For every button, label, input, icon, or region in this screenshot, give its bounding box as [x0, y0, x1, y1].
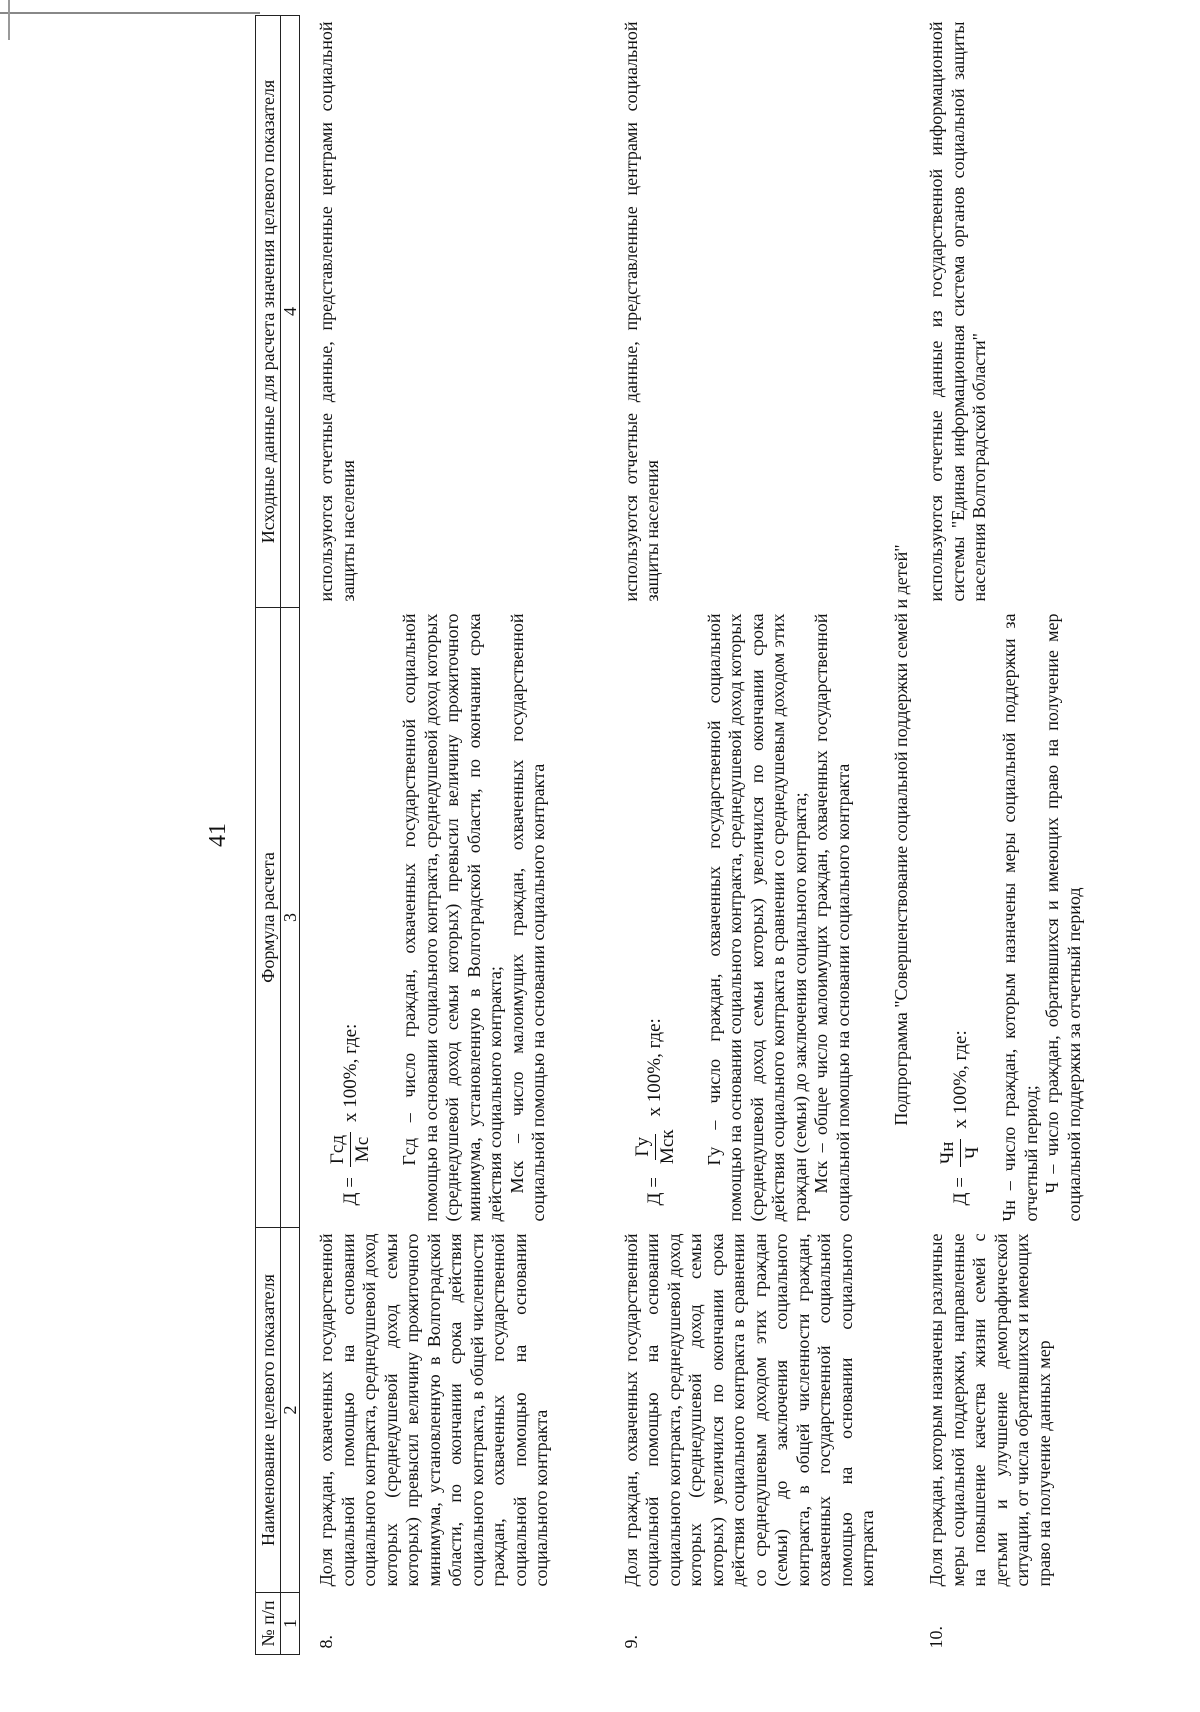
formula-note: Гсд – число граждан, охваченных государственной социальной помощью на основании социального контракта, среднедушевой доход которых (среднедушевой доход семьи которых) превысил величину прожиточного минимума, установленную в Волгоградской области, по окончании срока действия социального контракта;: [399, 613, 505, 1222]
formula: [936, 614, 985, 1206]
formula-note: Мск – общее число малоимущих граждан, охваченных государственной социальной помощью на основании социального контракта: [811, 613, 853, 1222]
formula-cell: [924, 608, 1087, 1228]
formula-rhs: х 100%, где:: [949, 1030, 971, 1129]
table-row: [924, 16, 1087, 1655]
fraction-numerator: Чн: [936, 1139, 961, 1168]
row-number: 10.: [926, 1626, 946, 1649]
formula-lhs: Д =: [644, 1177, 666, 1206]
formula-cell: [619, 608, 881, 1228]
fraction-denominator: Мс: [352, 1136, 373, 1163]
source-data: используются отчетные данные из государственной информационной системы "Единая информационная система органов социальной защиты населения Волгоградской области": [926, 21, 989, 602]
formula-note: Гу – число граждан, охваченных государственной социальной помощью на основании социального контракта, среднедушевой доход которых (среднедушевой доход семьи которых) увеличился по окончании срока действия социального контракта в сравнении со среднедушевым доходом этих граждан (семьи) до заключения социального контракта;: [703, 613, 810, 1222]
formula-note: Ч – число граждан, обратившихся и имеющих право на получение мер социальной поддержки за отчетный период: [1042, 613, 1084, 1222]
row-number: 9.: [620, 1635, 641, 1649]
fraction-numerator: Гсд: [326, 1132, 351, 1167]
header-source: Исходные данные для расчета значения целевого показателя: [256, 16, 281, 608]
header-formula: Формула расчета: [256, 608, 281, 1228]
formula: [631, 614, 680, 1206]
fraction: [936, 1139, 985, 1168]
source-data: используются отчетные данные, представленные центрами социальной защиты населения: [316, 21, 358, 602]
rotated-page: [160, 15, 1200, 1655]
scan-edge-mark: [8, 0, 10, 40]
formula-note: Мск – число малоимущих граждан, охваченных государственной социальной помощью на основании социального контракта: [506, 613, 548, 1222]
fraction: [631, 1127, 680, 1168]
indicator-name: Доля граждан, которым назначены различные меры социальной поддержки, направленные на повышение качества жизни семей с детьми и улучшение демографической ситуации, от числа обратившихся и имеющих право на получение данных мер: [926, 1233, 1054, 1587]
fraction: [326, 1132, 375, 1167]
page-number: 41: [205, 823, 231, 847]
formula-note: Чн – число граждан, которым назначены меры социальной поддержки за отчетный период;: [999, 613, 1041, 1222]
row-number: 8.: [316, 1635, 336, 1649]
column-number: 1: [281, 1593, 300, 1655]
source-data: используются отчетные данные, представленные центрами социальной защиты населения: [620, 21, 662, 602]
subprogram-row: [881, 16, 925, 1655]
fraction-denominator: Ч: [962, 1146, 983, 1159]
header-name: Наименование целевого показателя: [256, 1228, 281, 1593]
formula-lhs: Д =: [949, 1177, 971, 1206]
table-header-row: [256, 16, 281, 1655]
header-num: № п/п: [256, 1593, 281, 1655]
formula-lhs: Д =: [339, 1177, 361, 1206]
column-number: 4: [281, 16, 300, 608]
formula-cell: [314, 608, 555, 1228]
subprogram-title: Подпрограмма "Совершенствование социальной поддержки семей и детей": [890, 544, 911, 1126]
formula-rhs: х 100%, где:: [644, 1018, 666, 1117]
formula: [326, 614, 375, 1206]
column-number-row: [281, 16, 300, 1655]
table-row: [619, 16, 881, 1655]
scan-edge-mark: [0, 12, 260, 14]
indicator-name: Доля граждан, охваченных государственной социальной помощью на основании социального контракта, среднедушевой доход которых (среднедушевой доход семьи которых) превысил величину прожиточного минимума, установленную в Волгоградской области, по окончании срока действия социального контракта, в общей численности граждан, охваченных государственной социальной помощью на основании социального контракта: [316, 1233, 551, 1587]
column-number: 2: [281, 1228, 300, 1593]
fraction-denominator: Мск: [656, 1129, 678, 1165]
column-number: 3: [281, 608, 300, 1228]
fraction-numerator: Гу: [631, 1134, 656, 1160]
formula-rhs: х 100%, где:: [339, 1023, 361, 1122]
table-row: [314, 16, 555, 1655]
indicator-name: Доля граждан, охваченных государственной социальной помощью на основании социального контракта, среднедушевой доход которых (среднедушевой доход семьи которых) увеличился по окончании срока действия социального контракта в сравнении со среднедушевым доходом этих граждан (семьи) до заключения социального контракта, в общей численности граждан, охваченных государственной социальной помощью на основании социального контракта: [620, 1233, 877, 1587]
indicator-table: [255, 15, 1087, 1655]
